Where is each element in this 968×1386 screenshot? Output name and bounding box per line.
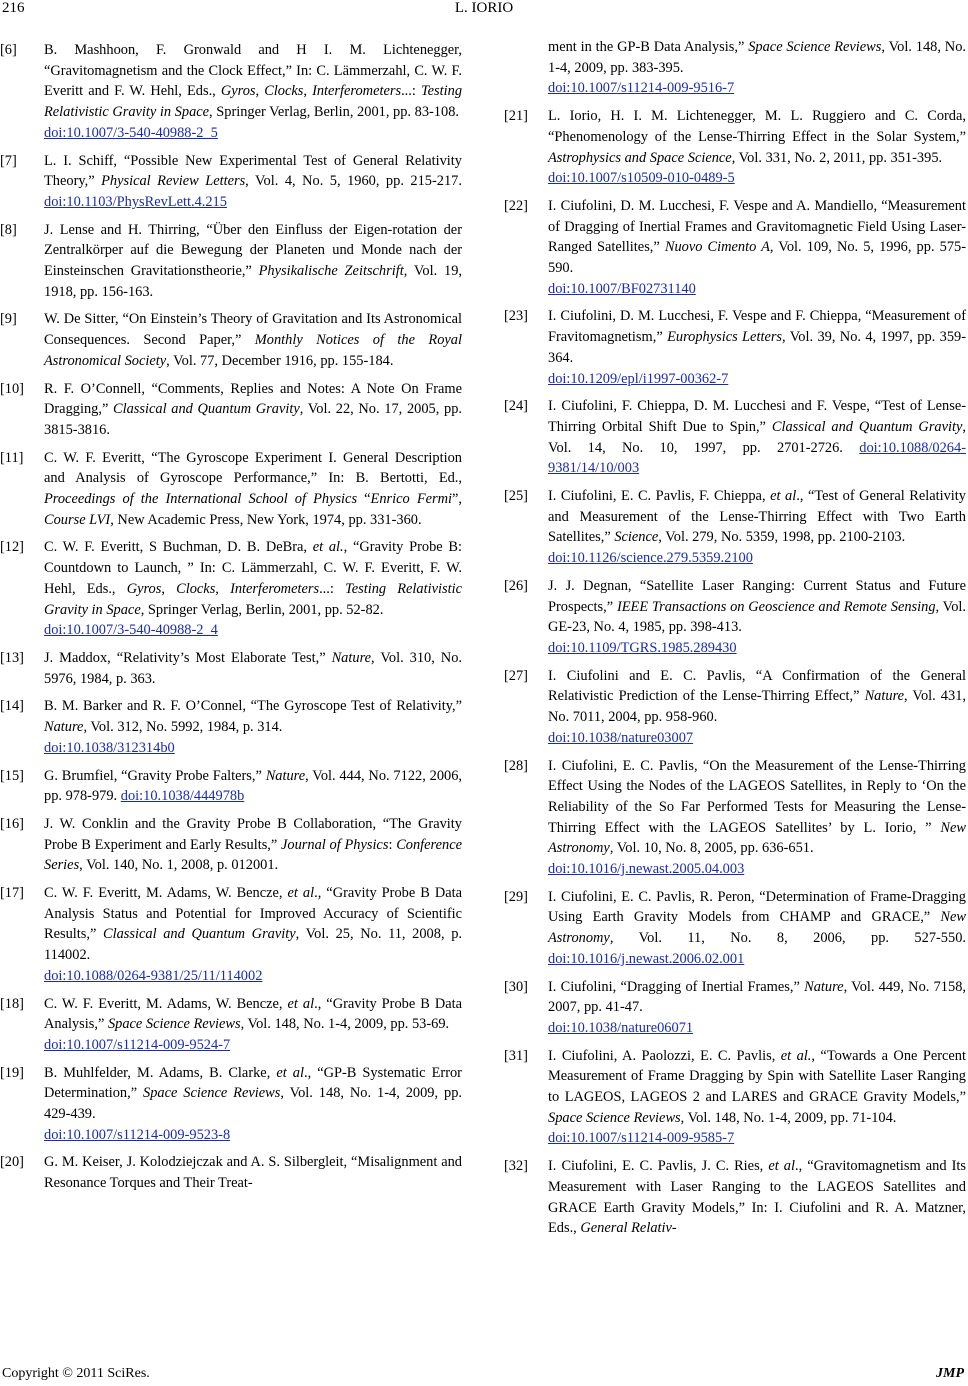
reference-entry [504, 1046, 966, 1150]
reference-number: [28] [504, 757, 528, 774]
reference-number: [9] [0, 311, 17, 328]
reference-text: C. W. F. Everitt, S Buchman, D. B. DeBra, et al., “Gravity Probe B: Countdown to Launch, ” In: C. Lämmerzahl, C. W. F. Everitt, F. W. Hehl, Eds., Gyros, Clocks, Interferometers...: Testing Relativistic Gravity in Space, Springer Verlag, Berlin, 2001, pp. 52-82. [44, 539, 462, 618]
reference-entry [504, 887, 966, 970]
reference-entry [504, 196, 966, 300]
reference-number: [27] [504, 667, 528, 684]
reference-entry [0, 814, 462, 876]
reference-text: B. Mashhoon, F. Gronwald and H I. M. Lichtenegger, “Gravitomagnetism and the Clock Effect,” In: C. Lämmerzahl, C. W. F. Everitt and F. W. Hehl, Eds., Gyros, Clocks, Interferometers...: Testing Relativistic Gravity in Space, Springer Verlag, Berlin, 2001, pp. 83-108. [44, 42, 463, 121]
reference-number: [16] [0, 815, 24, 832]
running-head-author: L. IORIO [454, 0, 514, 16]
reference-number: [15] [0, 767, 24, 784]
reference-entry [0, 648, 462, 689]
doi-link[interactable]: doi:10.1088/0264-9381/25/11/114002 [44, 967, 263, 984]
doi-link[interactable]: doi:10.1103/PhysRevLett.4.215 [44, 193, 227, 210]
doi-link[interactable]: doi:10.1007/s11214-009-9523-8 [44, 1126, 231, 1143]
reference-number: [32] [504, 1158, 528, 1175]
reference-entry [0, 994, 462, 1056]
reference-text: J. Lense and H. Thirring, “Über den Einfluss der Eigen-rotation der Zentralkörper auf die Bewegung der Planeten und Monde nach der Einsteinschen Gravitationstheorie,” Physikalische Zeitschrift, Vol. 19, 1918, pp. 156-163. [44, 221, 462, 300]
reference-entry [504, 576, 966, 659]
reference-number: [23] [504, 308, 528, 325]
doi-link[interactable]: doi:10.1007/BF02731140 [548, 280, 696, 297]
reference-entry [504, 977, 966, 1039]
reference-number: [17] [0, 885, 24, 902]
reference-text: I. Ciufolini, “Dragging of Inertial Frames,” Nature, Vol. 449, No. 7158, 2007, pp. 41-47. [548, 978, 966, 1016]
doi-link[interactable]: doi:10.1209/epl/i1997-00362-7 [548, 370, 729, 387]
reference-text: C. W. F. Everitt, M. Adams, W. Bencze, et al., “Gravity Probe B Data Analysis Status and Potential for Improved Accuracy of Scientific Results,” Classical and Quantum Gravity, Vol. 25, No. 11, 2008, p. 114002. [44, 885, 462, 964]
reference-text: J. W. Conklin and the Gravity Probe B Collaboration, “The Gravity Probe B Experiment and Early Results,” Journal of Physics: Conference Series, Vol. 140, No. 1, 2008, p. 012001. [44, 815, 462, 874]
reference-text: B. Muhlfelder, M. Adams, B. Clarke, et al., “GP-B Systematic Error Determination,” Space Science Reviews, Vol. 148, No. 1-4, 2009, pp. 429-439. [44, 1064, 462, 1123]
reference-text: L. Iorio, H. I. M. Lichtenegger, M. L. Ruggiero and C. Corda, “Phenomenology of the Lense-Thirring Effect in the Solar System,” Astrophysics and Space Science, Vol. 331, No. 2, 2011, pp. 351-395. [548, 108, 966, 166]
reference-entry [504, 396, 966, 479]
reference-text: I. Ciufolini, D. M. Lucchesi, F. Vespe and A. Mandiello, “Measurement of Dragging of Inertial Frames and Gravitomagnetic Field Using Laser-Ranged Satellites,” Nuovo Cimento A, Vol. 109, No. 5, 1996, pp. 575-590. [548, 197, 966, 277]
reference-entry [504, 106, 966, 189]
reference-entry [0, 883, 462, 987]
reference-number: [12] [0, 539, 24, 556]
doi-link[interactable]: doi:10.1038/nature03007 [548, 729, 694, 746]
reference-number: [8] [0, 221, 17, 238]
reference-number: [6] [0, 42, 17, 58]
reference-text: I. Ciufolini, E. C. Pavlis, F. Chieppa, et al., “Test of General Relativity and Measurement of the Lense-Thirring Effect with Two Earth Satellites,” Science, Vol. 279, No. 5359, 1998, pp. 2100-2103. [548, 488, 966, 546]
reference-entry [504, 666, 966, 749]
doi-link[interactable]: doi:10.1109/TGRS.1985.289430 [548, 639, 737, 656]
reference-text: R. F. O’Connell, “Comments, Replies and Notes: A Note On Frame Dragging,” Classical and Quantum Gravity, Vol. 22, No. 17, 2005, pp. 3815-3816. [44, 380, 462, 438]
reference-entry [0, 151, 462, 213]
reference-number: [14] [0, 698, 24, 715]
reference-entry [0, 448, 462, 531]
reference-entry [504, 756, 966, 880]
doi-link[interactable]: doi:10.1016/j.newast.2006.02.001 [548, 950, 745, 967]
reference-text: J. J. Degnan, “Satellite Laser Ranging: Current Status and Future Prospects,” IEEE Transactions on Geoscience and Remote Sensing, Vol. GE-23, No. 4, 1985, pp. 398-413. [548, 577, 966, 636]
reference-number: [18] [0, 995, 24, 1012]
reference-text: C. W. F. Everitt, M. Adams, W. Bencze, et al., “Gravity Probe B Data Analysis,” Space Science Reviews, Vol. 148, No. 1-4, 2009, pp. 53-69. [44, 995, 462, 1033]
reference-entry [0, 220, 462, 303]
reference-entry [504, 1156, 966, 1239]
reference-entry [0, 1152, 462, 1193]
reference-text: I. Ciufolini, E. C. Pavlis, J. C. Ries, et al., “Gravitomagnetism and Its Measurement with Laser Ranging to the LAGEOS Satellites and GRACE Earth Gravity Models,” In: I. Ciufolini and R. A. Matzner, Eds., General Relativ- [548, 1158, 966, 1237]
reference-entry [0, 766, 462, 807]
doi-link[interactable]: doi:10.1038/444978b [120, 788, 245, 805]
reference-number: [7] [0, 152, 17, 169]
reference-entry [0, 1063, 462, 1146]
reference-text: I. Ciufolini, A. Paolozzi, E. C. Pavlis, et al., “Towards a One Percent Measurement of Frame Dragging by Spin with Satellite Laser Ranging to LAGEOS, LAGEOS 2 and LARES and GRACE Gravity Models,” Space Science Reviews, Vol. 148, No. 1-4, 2009, pp. 71-104. [548, 1047, 966, 1126]
page-number: 216 [2, 0, 25, 16]
reference-number: [11] [0, 449, 24, 466]
reference-entry [504, 37, 966, 99]
doi-link[interactable]: doi:10.1007/s11214-009-9585-7 [548, 1130, 735, 1147]
doi-link[interactable]: doi:10.1007/s11214-009-9516-7 [548, 80, 735, 97]
doi-link[interactable]: doi:10.1038/312314b0 [44, 739, 175, 756]
doi-link[interactable]: doi:10.1016/j.newast.2005.04.003 [548, 861, 745, 878]
reference-number: [22] [504, 197, 528, 214]
reference-column-right [504, 37, 966, 1246]
reference-number: [29] [504, 888, 528, 905]
reference-number: [31] [504, 1047, 528, 1064]
reference-text: I. Ciufolini, D. M. Lucchesi, F. Vespe and F. Chieppa, “Measurement of Fravitomagnetism,” Europhysics Letters, Vol. 39, No. 4, 1997, pp. 359-364. [548, 308, 967, 366]
reference-text: C. W. F. Everitt, “The Gyroscope Experiment I. General Description and Analysis of Gyroscope Performance,” In: B. Bertotti, Ed., Proceedings of the International School of Physics “Enrico Fermi”, Course LVI, New Academic Press, New York, 1974, pp. 331-360. [44, 449, 462, 528]
reference-number: [10] [0, 380, 24, 397]
reference-text: ment in the GP-B Data Analysis,” Space Science Reviews, Vol. 148, No. 1-4, 2009, pp. 383-395. [548, 39, 966, 76]
reference-text: J. Maddox, “Relativity’s Most Elaborate Test,” Nature, Vol. 310, No. 5976, 1984, p. 363. [44, 649, 462, 687]
doi-link[interactable]: doi:10.1007/3-540-40988-2_5 [44, 124, 218, 141]
reference-entry [504, 486, 966, 569]
reference-text: I. Ciufolini, E. C. Pavlis, “On the Measurement of the Lense-Thirring Effect Using the Nodes of the LAGEOS Satellites, in Reply to ‘On the Reliability of the So Far Performed Tests for Measuring the Lense-Thirring Effect with the LAGEOS Satellites’ by L. Iorio, ” New Astronomy, Vol. 10, No. 8, 2005, pp. 636-651. [548, 757, 966, 857]
doi-link[interactable]: doi:10.1007/3-540-40988-2_4 [44, 622, 218, 639]
reference-entry [0, 379, 462, 441]
reference-text: B. M. Barker and R. F. O’Connel, “The Gyroscope Test of Relativity,” Nature, Vol. 312, No. 5992, 1984, p. 314. [44, 698, 462, 736]
reference-number: [30] [504, 978, 528, 995]
reference-text: L. I. Schiff, “Possible New Experimental Test of General Relativity Theory,” Physical Review Letters, Vol. 4, No. 5, 1960, pp. 215-217. [44, 152, 462, 190]
reference-text: G. M. Keiser, J. Kolodziejczak and A. S. Silbergleit, “Misalignment and Resonance Torques and Their Treat- [44, 1154, 462, 1192]
reference-text: I. Ciufolini and E. C. Pavlis, “A Confirmation of the General Relativistic Prediction of the Lense-Thirring Effect,” Nature, Vol. 431, No. 7011, 2004, pp. 958-960. [548, 667, 966, 726]
reference-entry [0, 309, 462, 371]
reference-entry [0, 537, 462, 641]
reference-text: I. Ciufolini, E. C. Pavlis, R. Peron, “Determination of Frame-Dragging Using Earth Gravity Models from CHAMP and GRACE,” New Astronomy, Vol. 11, No. 8, 2006, pp. 527-550. [548, 888, 966, 947]
doi-link[interactable]: doi:10.1007/s11214-009-9524-7 [44, 1036, 231, 1053]
doi-link[interactable]: doi:10.1126/science.279.5359.2100 [548, 550, 753, 567]
reference-number: [26] [504, 577, 528, 594]
reference-number: [19] [0, 1064, 24, 1081]
doi-link[interactable]: doi:10.1088/0264-9381/14/10/003 [548, 439, 966, 477]
reference-number: [21] [504, 108, 528, 125]
reference-column-left [0, 40, 462, 1201]
doi-link[interactable]: doi:10.1007/s10509-010-0489-5 [548, 170, 735, 187]
reference-entry [0, 696, 462, 758]
reference-number: [20] [0, 1154, 24, 1171]
reference-number: [13] [0, 649, 24, 666]
doi-link[interactable]: doi:10.1038/nature06071 [548, 1019, 694, 1036]
reference-entry [504, 306, 966, 389]
reference-text: I. Ciufolini, F. Chieppa, D. M. Lucchesi and F. Vespe, “Test of Lense-Thirring Orbital Shift Due to Spin,” Classical and Quantum Gravity, Vol. 14, No. 10, 1997, pp. 2701-2726. [548, 398, 966, 456]
reference-number: [25] [504, 488, 528, 505]
reference-text: W. De Sitter, “On Einstein’s Theory of Gravitation and Its Astronomical Consequences. Second Paper,” Monthly Notices of the Royal Astronomical Society, Vol. 77, December 1916, pp. 155-184. [44, 311, 462, 369]
footer-copyright: Copyright © 2011 SciRes. [2, 1366, 150, 1381]
footer-journal: JMP [936, 1366, 964, 1381]
reference-text: G. Brumfiel, “Gravity Probe Falters,” Nature, Vol. 444, No. 7122, 2006, pp. 978-979. [44, 767, 462, 805]
reference-number: [24] [504, 398, 528, 415]
reference-entry [0, 40, 462, 144]
